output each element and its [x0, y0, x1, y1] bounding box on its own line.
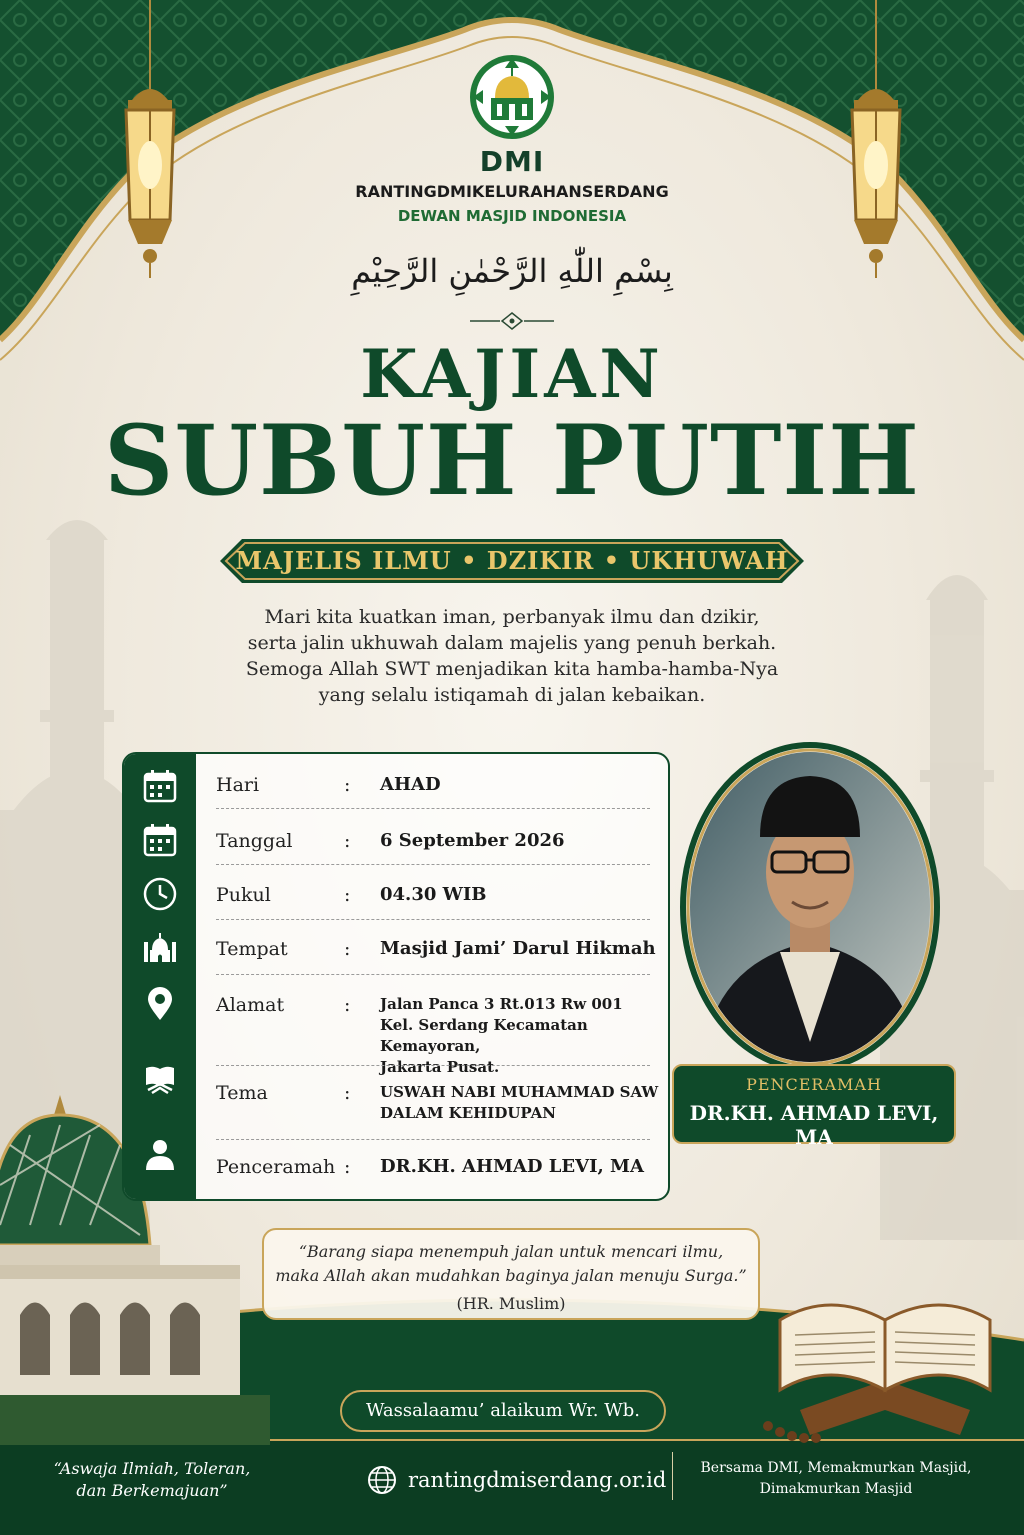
detail-value: AHAD: [380, 774, 441, 795]
logo-title: DMI: [479, 145, 545, 178]
dmi-logo-icon: [467, 52, 557, 142]
row-divider: [216, 974, 650, 975]
clock-icon: [142, 876, 178, 912]
mosque-icon: [142, 930, 178, 966]
detail-colon: :: [344, 994, 351, 1016]
theme-line: USWAH NABI MUHAMMAD SAW: [380, 1083, 659, 1101]
slogan-line: Bersama DMI, Memakmurkan Masjid,: [700, 1460, 972, 1476]
book-icon: [142, 1060, 178, 1096]
motto-line: “Aswaja Ilmiah, Toleran,: [53, 1459, 251, 1478]
address-line: Kel. Serdang Kecamatan Kemayoran,: [380, 1016, 588, 1055]
organization-name: DEWAN MASJID INDONESIA: [397, 207, 627, 225]
tagline: MAJELIS ILMU • DZIKIR • UKHUWAH: [235, 546, 789, 575]
quote-line: “Barang siapa menempuh jalan untuk mencari ilmu,: [298, 1242, 724, 1261]
detail-label: Pukul: [216, 884, 271, 906]
detail-label: Alamat: [216, 994, 285, 1016]
detail-colon: :: [344, 830, 351, 852]
basmalah: بِسْمِ اللّٰهِ الرَّحْمٰنِ الرَّحِيْمِ: [351, 252, 673, 290]
motto-line: dan Berkemajuan”: [76, 1481, 228, 1500]
detail-colon: :: [344, 774, 351, 796]
row-divider: [216, 864, 650, 865]
organization-branch: RANTINGDMIKELURAHANSERDANG: [355, 182, 669, 201]
title-subuh-putih: SUBUH PUTIH: [104, 404, 920, 517]
theme-line: DALAM KEHIDUPAN: [380, 1104, 556, 1122]
detail-label: Hari: [216, 774, 260, 796]
detail-value: 04.30 WIB: [380, 884, 487, 905]
hadith-source: (HR. Muslim): [456, 1294, 566, 1313]
closing-greeting: Wassalaamu’ alaikum Wr. Wb.: [366, 1400, 640, 1421]
address-line: Jalan Panca 3 Rt.013 Rw 001: [380, 995, 623, 1013]
location-pin-icon: [142, 986, 178, 1022]
footer-slogan: [696, 1458, 976, 1500]
detail-colon: :: [344, 938, 351, 960]
intro-line: Semoga Allah SWT menjadikan kita hamba-hamba-Nya: [245, 658, 779, 680]
row-divider: [216, 1065, 650, 1066]
footer-motto: [32, 1458, 272, 1502]
detail-colon: :: [344, 884, 351, 906]
intro-line: Mari kita kuatkan iman, perbanyak ilmu dan dzikir,: [264, 606, 760, 628]
detail-value: DR.KH. AHMAD LEVI, MA: [380, 1156, 644, 1177]
slogan-line: Dimakmurkan Masjid: [759, 1481, 913, 1497]
detail-label: Penceramah: [216, 1156, 336, 1178]
detail-label: Tanggal: [216, 830, 293, 852]
website-link[interactable]: rantingdmiserdang.or.id: [408, 1468, 667, 1492]
detail-label: Tema: [216, 1082, 268, 1104]
address-line: Jakarta Pusat.: [380, 1058, 500, 1076]
icon-column: [124, 754, 196, 1199]
quote-line: maka Allah akan mudahkan baginya jalan menuju Surga.”: [275, 1266, 747, 1285]
speaker-label: PENCERAMAH: [746, 1075, 882, 1094]
hadith-quote: [262, 1240, 760, 1288]
ornament-divider-icon: [470, 312, 554, 330]
lantern-left-icon: [110, 0, 190, 280]
footer-divider: [672, 1452, 673, 1500]
speaker-portrait: [680, 742, 940, 1072]
detail-value: Masjid Jami’ Darul Hikmah: [380, 938, 656, 959]
lantern-right-icon: [836, 0, 916, 280]
row-divider: [216, 808, 650, 809]
quran-book-icon: [760, 1260, 1010, 1450]
row-divider: [216, 919, 650, 920]
title-kajian: KAJIAN: [360, 335, 664, 413]
detail-value: 6 September 2026: [380, 830, 565, 851]
calendar-icon: [142, 768, 178, 804]
event-details-card: [122, 752, 670, 1201]
detail-colon: :: [344, 1156, 351, 1178]
detail-value: [380, 1082, 660, 1124]
speaker-name: DR.KH. AHMAD LEVI, MA: [689, 1101, 939, 1149]
detail-label: Tempat: [216, 938, 288, 960]
intro-line: serta jalin ukhuwah dalam majelis yang penuh berkah.: [247, 632, 777, 654]
detail-colon: :: [344, 1082, 351, 1104]
calendar-icon: [142, 822, 178, 858]
globe-icon: [366, 1464, 398, 1496]
intro-line: yang selalu istiqamah di jalan kebaikan.: [318, 684, 706, 706]
intro-text: [0, 604, 1024, 708]
person-icon: [142, 1136, 178, 1172]
row-divider: [216, 1139, 650, 1140]
